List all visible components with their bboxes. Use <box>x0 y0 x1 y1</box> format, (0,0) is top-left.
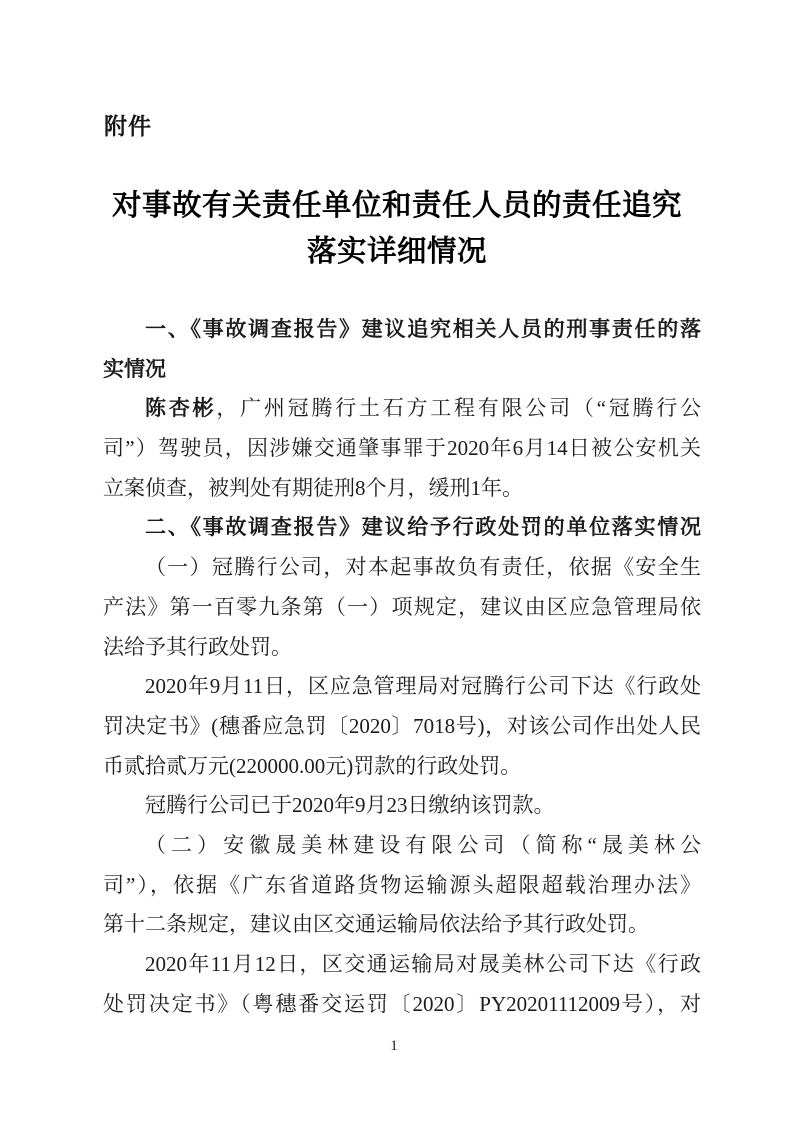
text-segment: 产法》第一百零九条第（一）项规定，建议由区应急管理局依 <box>103 594 701 619</box>
page-number: 1 <box>390 1038 398 1054</box>
text-segment: 罚决定书》(穗番应急罚〔2020〕7018号)，对该公司作出处人民 <box>103 713 701 738</box>
text-segment: （二）安徽晟美林建设有限公司（简称“晟美林公 <box>145 832 701 857</box>
document-title-line-1: 对事故有关责任单位和责任人员的责任追究 <box>111 190 682 222</box>
body-line <box>103 469 701 509</box>
text-segment: 处罚决定书》（粤穗番交运罚〔2020〕PY20201112009号），对 <box>103 991 701 1016</box>
body-text <box>103 310 701 1024</box>
text-segment: 法给予其行政处罚。 <box>103 634 292 659</box>
body-line <box>103 707 701 747</box>
body-line <box>103 350 701 390</box>
document-title <box>0 183 794 275</box>
body-line <box>103 667 701 707</box>
body-line <box>103 588 701 628</box>
text-segment: 二、《事故调查报告》建议给予行政处罚的单位落实情况 <box>145 516 701 540</box>
text-segment: 冠腾行公司已于2020年9月23日缴纳该罚款。 <box>145 793 555 818</box>
body-line <box>103 429 701 469</box>
text-segment: 司”），依据《广东省道路货物运输源头超限超载治理办法》 <box>103 872 701 897</box>
text-segment: 币贰拾贰万元(220000.00元)罚款的行政处罚。 <box>103 753 522 778</box>
text-segment: 实情况 <box>103 357 166 381</box>
text-segment: 2020年9月11日，区应急管理局对冠腾行公司下达《行政处 <box>145 674 701 699</box>
body-line <box>103 389 701 429</box>
text-segment: 立案侦查，被判处有期徒刑8个月，缓刑1年。 <box>103 475 523 500</box>
body-line <box>103 548 701 588</box>
body-line <box>103 628 701 668</box>
text-segment: 第十二条规定，建议由区交通运输局依法给予其行政处罚。 <box>103 912 649 937</box>
document-title-line-2: 落实详细情况 <box>306 236 487 268</box>
body-line <box>103 866 701 906</box>
attachment-label: 附件 <box>104 113 152 139</box>
body-line <box>103 985 701 1025</box>
body-line <box>103 747 701 787</box>
body-line <box>103 945 701 985</box>
text-segment: ，广州冠腾行土石方工程有限公司（“冠腾行公 <box>216 396 701 421</box>
text-segment: 陈杏彬 <box>145 397 217 421</box>
text-segment: 2020年11月12日，区交通运输局对晟美林公司下达《行政 <box>145 952 701 976</box>
body-line <box>103 310 701 350</box>
text-segment: （一）冠腾行公司，对本起事故负有责任，依据《安全生 <box>145 555 701 580</box>
body-line <box>103 786 701 826</box>
body-line <box>103 826 701 866</box>
body-line <box>103 508 701 548</box>
text-segment: 司”）驾驶员，因涉嫌交通肇事罪于2020年6月14日被公安机关 <box>103 436 701 461</box>
body-line <box>103 905 701 945</box>
text-segment: 一、《事故调查报告》建议追究相关人员的刑事责任的落 <box>145 318 701 341</box>
